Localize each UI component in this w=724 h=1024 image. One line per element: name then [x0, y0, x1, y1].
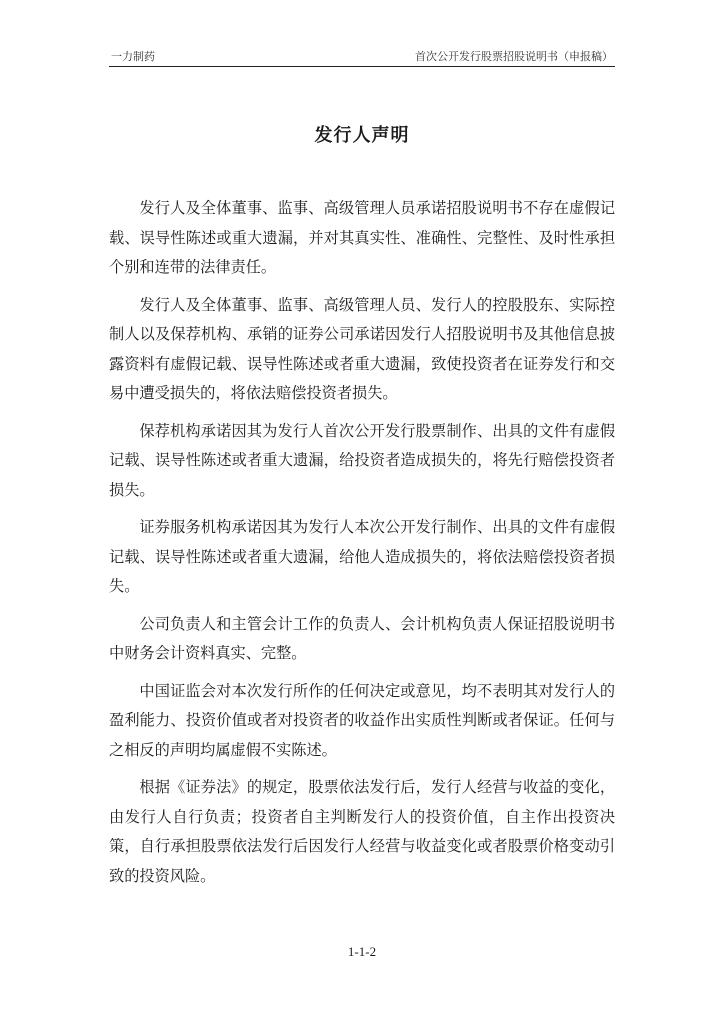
page-title: 发行人声明	[314, 125, 410, 146]
header-company-name: 一力制药	[111, 50, 155, 63]
paragraph-1: 发行人及全体董事、监事、高级管理人员承诺招股说明书不存在虚假记载、误导性陈述或重大遗漏，并对其真实性、准确性、完整性、及时性承担个别和连带的法律责任。	[109, 199, 615, 276]
header-document-title: 首次公开发行股票招股说明书（申报稿）	[415, 50, 613, 63]
page-header	[109, 50, 615, 67]
paragraph-4: 证券服务机构承诺因其为发行人本次公开发行制作、出具的文件有虚假记载、误导性陈述或者重大遗漏，给他人造成损失的，将依法赔偿投资者损失。	[109, 518, 615, 595]
page-number: 1-1-2	[347, 944, 377, 959]
paragraph-7: 根据《证券法》的规定，股票依法发行后，发行人经营与收益的变化，由发行人自行负责；投资者自主判断发行人的投资价值，自主作出投资决策，自行承担股票依法发行后因发行人经营与收益变化或者股票价格变动引致的投资风险。	[109, 778, 615, 885]
paragraph-5: 公司负责人和主管会计工作的负责人、会计机构负责人保证招股说明书中财务会计资料真实、完整。	[109, 614, 615, 662]
paragraph-3: 保荐机构承诺因其为发行人首次公开发行股票制作、出具的文件有虚假记载、误导性陈述或者重大遗漏，给投资者造成损失的，将先行赔偿投资者损失。	[109, 421, 615, 499]
document-body	[109, 194, 615, 899]
paragraph-2: 发行人及全体董事、监事、高级管理人员、发行人的控股股东、实际控制人以及保荐机构、承销的证券公司承诺因发行人招股说明书及其他信息披露资料有虚假记载、误导性陈述或者重大遗漏，致使投资者在证券发行和交易中遭受损失的，将依法赔偿投资者损失。	[109, 295, 615, 402]
paragraph-6: 中国证监会对本次发行所作的任何决定或意见，均不表明其对发行人的盈利能力、投资价值或者对投资者的收益作出实质性判断或者保证。任何与之相反的声明均属虚假不实陈述。	[109, 681, 615, 759]
